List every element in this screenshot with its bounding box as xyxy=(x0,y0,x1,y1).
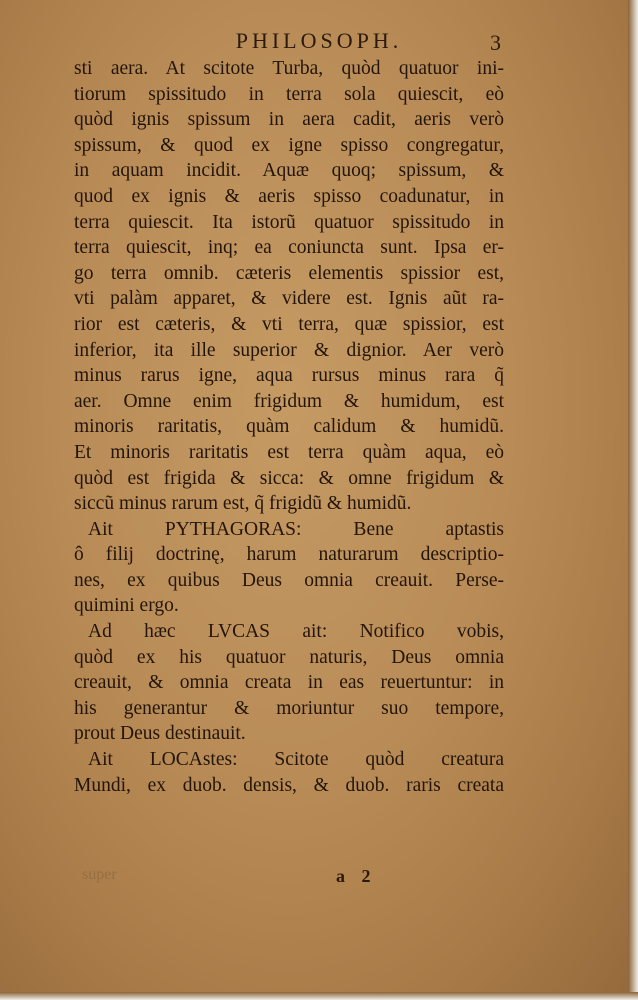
text-line: quimini ergo. xyxy=(74,595,179,617)
text-line: ô filij doctrinę, harum naturarum descriptio- xyxy=(74,544,504,566)
text-line: aer. Omne enim frigidum & humidum, est xyxy=(74,390,504,412)
text-line: terra quiescit, inq; ea coniuncta sunt. Ipsa er- xyxy=(74,237,504,259)
text-line: go terra omnib. cæteris elementis spissior est, xyxy=(74,262,504,284)
text-line: vti palàm apparet, & videre est. Ignis aũt ra- xyxy=(74,288,504,310)
signature-mark: a 2 xyxy=(336,866,377,886)
text-line: quòd ex his quatuor naturis, Deus omnia xyxy=(74,646,504,668)
text-line: his generantur & moriuntur suo tempore, xyxy=(74,697,504,719)
body-text xyxy=(74,56,504,798)
text-line: rior est cæteris, & vti terra, quæ spissior, est xyxy=(74,313,504,335)
text-line: nes, ex quibus Deus omnia creauit. Perse- xyxy=(74,569,504,591)
folio-number: 3 xyxy=(490,30,501,55)
text-line: in aquam incidit. Aquæ quoq; spissum, & xyxy=(74,160,504,182)
text-line: minus rarus igne, aqua rursus minus rara q̃ xyxy=(74,365,504,387)
page-edge-right xyxy=(628,0,638,1000)
text-line: creauit, & omnia creata in eas reuertuntur: in xyxy=(74,672,504,694)
running-head: PHILOSOPH. xyxy=(235,28,403,53)
text-line: siccũ minus rarum est, q̃ frigidũ & humidũ. xyxy=(74,493,412,515)
paragraph-start-line: Ait LOCAstes: Scitote quòd creatura xyxy=(88,749,504,771)
page-edge-bottom xyxy=(0,992,638,1000)
text-line: prout Deus destinauit. xyxy=(74,723,246,745)
text-line: sti aera. At scitote Turba, quòd quatuor ini- xyxy=(74,58,504,79)
text-line: spissum, & quod ex igne spisso congregatur, xyxy=(74,134,504,156)
paragraph-start-line: Ait PYTHAGORAS: Bene aptastis xyxy=(88,518,504,540)
text-line: tiorum spissitudo in terra sola quiescit, eò xyxy=(74,83,504,105)
text-line: Mundi, ex duob. densis, & duob. raris creata xyxy=(74,774,504,796)
text-line: quòd est frigida & sicca: & omne frigidum & xyxy=(74,467,504,489)
catchword: super xyxy=(82,866,117,883)
text-line: terra quiescit. Ita istorũ quatuor spissitudo in xyxy=(74,211,504,233)
text-line: Et minoris raritatis est terra quàm aqua, eò xyxy=(74,441,504,463)
text-line: inferior, ita ille superior & dignior. Aer verò xyxy=(74,339,504,361)
text-line: quòd ignis spissum in aera cadit, aeris verò xyxy=(74,109,504,131)
paragraph-start-line: Ad hæc LVCAS ait: Notifico vobis, xyxy=(88,621,504,643)
text-line: minoris raritatis, quàm calidum & humidũ. xyxy=(74,416,504,438)
text-line: quod ex ignis & aeris spisso coadunatur, in xyxy=(74,185,504,207)
